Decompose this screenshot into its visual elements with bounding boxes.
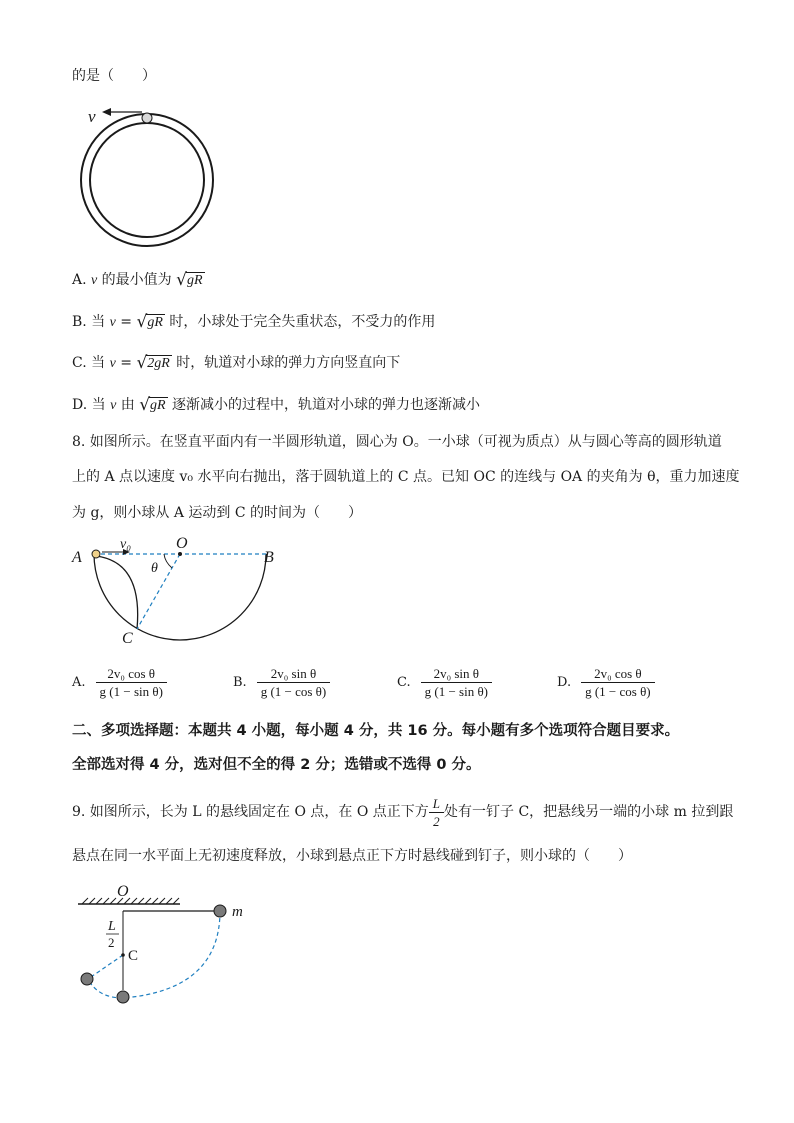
velocity-arrow-head xyxy=(102,108,111,116)
center-o xyxy=(178,552,182,556)
section-2-heading-line-2: 全部选对得 4 分，选对但不全的得 2 分；选错或不选得 0 分。 xyxy=(72,757,481,773)
theta-arc xyxy=(164,554,172,568)
label-o: O xyxy=(176,535,188,552)
string-after-nail xyxy=(88,955,123,979)
q8-option-c[interactable]: C. $\frac{\text{2v₀ sin θ}}{\text{g (1 − sin θ)}}$ xyxy=(397,665,492,700)
semicircle-arc xyxy=(94,554,266,640)
ball-bottom xyxy=(117,991,129,1003)
ball-m xyxy=(214,905,226,917)
q9-line-2: 悬点在同一水平面上无初速度释放，小球到悬点正下方时悬线碰到钉子，则小球的（ ） xyxy=(72,848,632,864)
option-a[interactable]: A. v 的最小值为 √gR xyxy=(72,270,203,290)
label-m: m xyxy=(232,904,243,920)
l-over-2-fraction: $\frac{L}{2}$ xyxy=(429,795,444,830)
circular-track-figure xyxy=(72,100,222,250)
label-a: A xyxy=(72,549,82,566)
option-c[interactable]: C. 当 v = √2gR 时，轨道对小球的弹力方向竖直向下 xyxy=(72,353,401,373)
velocity-label: v xyxy=(88,107,96,126)
label-theta: θ xyxy=(151,561,158,576)
q8-option-d[interactable]: D. $\frac{\text{2v₀ cos θ}}{\text{g (1 − cos θ)}}$ xyxy=(557,665,655,700)
option-d[interactable]: D. 当 v 由 √gR 逐渐减小的过程中，轨道对小球的弹力也逐渐减小 xyxy=(72,395,481,415)
label-l: L xyxy=(108,919,116,934)
track-outer-circle xyxy=(81,114,213,246)
label-two: 2 xyxy=(108,935,115,950)
q8-line-2: 上的 A 点以速度 v₀ 水平向右抛出，落于圆轨道上的 C 点。已知 OC 的连线与 OA 的夹角为 θ，重力加速度 xyxy=(72,469,740,485)
radius-oc-dashed xyxy=(137,554,180,629)
label-b: B xyxy=(264,549,274,566)
pendulum-figure xyxy=(70,880,260,1010)
question-header-fragment: 的是（ ） xyxy=(72,68,156,84)
label-c-pendulum: C xyxy=(128,948,139,964)
q8-option-a[interactable]: A. $\frac{\text{2v₀ cos θ}}{\text{g (1 − sin θ)}}$ xyxy=(72,665,167,700)
ball-left xyxy=(81,973,93,985)
q8-line-3: 为 g，则小球从 A 运动到 C 的时间为（ ） xyxy=(72,505,363,521)
label-v0: v₀ xyxy=(120,537,132,552)
track-inner-circle xyxy=(90,123,204,237)
ceiling-hatching xyxy=(82,898,179,904)
q8-option-b[interactable]: B. $\frac{\text{2v₀ sin θ}}{\text{g (1 − cos θ)}}$ xyxy=(233,665,330,700)
nail-c xyxy=(121,953,125,957)
label-c: C xyxy=(122,630,133,647)
q9-line-1: 9. 如图所示，长为 L 的悬线固定在 O 点，在 O 点正下方 $\frac{L}{2}$ 处有一钉子 C，把悬线另一端的小球 m 拉到跟 xyxy=(72,795,734,829)
ball-a xyxy=(92,550,100,558)
ball xyxy=(142,113,152,123)
projectile-path xyxy=(96,556,138,629)
label-o-pendulum: O xyxy=(117,883,129,900)
semicircle-track-figure xyxy=(68,532,288,647)
section-2-heading-line-1: 二、多项选择题：本题共 4 小题，每小题 4 分，共 16 分。每小题有多个选项符合题目要求。 xyxy=(72,723,680,739)
q8-line-1: 8. 如图所示。在竖直平面内有一半圆形轨道，圆心为 O。一小球（可视为质点）从与圆心等高的圆形轨道 xyxy=(72,434,722,450)
option-b[interactable]: B. 当 v = √gR 时，小球处于完全失重状态，不受力的作用 xyxy=(72,312,436,332)
